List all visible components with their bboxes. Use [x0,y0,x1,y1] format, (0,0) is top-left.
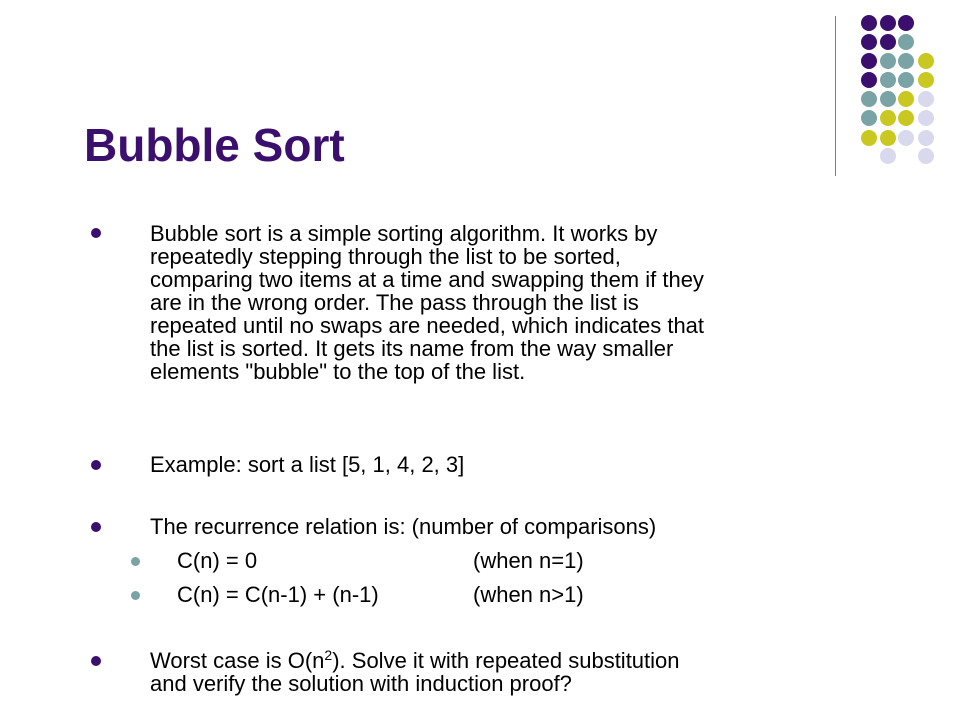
recurrence-condition: (when n=1) [473,548,584,573]
decorative-dot-purple [880,15,896,31]
decorative-dot-teal [898,72,914,88]
decorative-dot-purple [880,34,896,50]
decorative-dot-yellow [861,130,877,146]
decorative-dot-purple [861,34,877,50]
recurrence-condition: (when n>1) [473,582,584,607]
decorative-dot-teal [861,91,877,107]
example-text: Example: sort a list [5, 1, 4, 2, 3] [150,452,465,477]
recurrence-intro: The recurrence relation is: (number of comparisons) [150,514,657,539]
decorative-dot-teal [880,72,896,88]
worst-case-prefix: Worst case is O(n [150,648,325,673]
decorative-dot-yellow [880,130,896,146]
divider-line [835,16,836,176]
decorative-dot-yellow [880,110,896,126]
bullet-icon [91,228,101,238]
worst-case-line-2: and verify the solution with induction proof? [150,671,572,696]
decorative-dot-purple [861,53,877,69]
recurrence-expression: C(n) = 0 [177,548,258,573]
bullet-icon [91,460,101,470]
worst-case-line [150,649,680,672]
recurrence-expression: C(n) = C(n-1) + (n-1) [177,582,379,607]
slide-title: Bubble Sort [84,119,345,171]
decorative-dot-teal [861,110,877,126]
paragraph-line: the list is sorted. It gets its name from the way smaller [150,336,674,361]
decorative-dot-lavender [918,130,934,146]
sub-bullet-icon [131,591,140,600]
decorative-dot-yellow [898,91,914,107]
bullet-icon [91,522,101,532]
sub-bullet-icon [131,557,140,566]
paragraph-line: Bubble sort is a simple sorting algorithm. It works by [150,221,658,246]
decorative-dot-lavender [918,110,934,126]
decorative-dot-yellow [918,53,934,69]
decorative-dot-yellow [918,72,934,88]
decorative-dot-teal [898,53,914,69]
decorative-dot-purple [898,15,914,31]
paragraph-line: elements "bubble" to the top of the list. [150,359,526,384]
paragraph-line: repeated until no swaps are needed, which indicates that [150,313,705,338]
decorative-dot-lavender [880,148,896,164]
decorative-dot-lavender [898,130,914,146]
decorative-dot-teal [898,34,914,50]
bullet-icon [91,656,101,666]
paragraph-line: repeatedly stepping through the list to be sorted, [150,244,621,269]
worst-case-exponent: 2 [324,647,333,663]
decorative-dot-purple [861,72,877,88]
decorative-dot-lavender [918,148,934,164]
paragraph-line: are in the wrong order. The pass through the list is [150,290,639,315]
decorative-dot-yellow [898,110,914,126]
paragraph-line: comparing two items at a time and swapping them if they [150,267,704,292]
decorative-dot-purple [861,15,877,31]
decorative-dot-teal [880,53,896,69]
decorative-dot-lavender [918,91,934,107]
decorative-dot-teal [880,91,896,107]
worst-case-suffix: ). Solve it with repeated substitution [332,648,680,673]
